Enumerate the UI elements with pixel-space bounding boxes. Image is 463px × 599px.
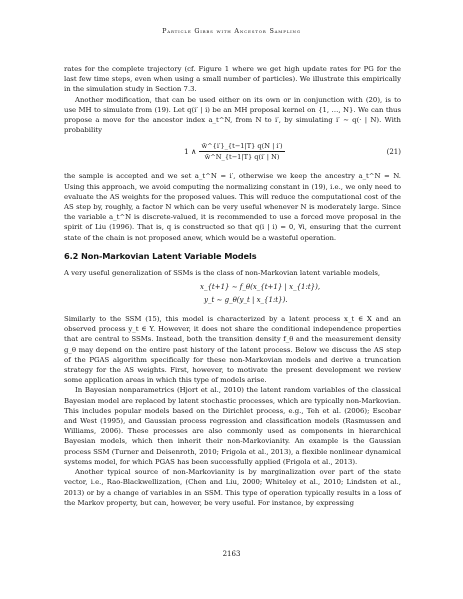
running-header: Particle Gibbs with Ancestor Sampling	[162, 27, 301, 35]
model-measurement-equation: y_t ∼ g_θ(y_t | x_{1:t}).	[204, 296, 288, 305]
equation-21-prefix: 1 ∧	[184, 147, 197, 157]
paragraph-continuation: rates for the complete trajectory (cf. Figure 1 where we get high update rates for PG for the last few time steps, even when using a small number of particles). We illustrate this empirically in the simulation study in Section 7.3.	[64, 65, 401, 94]
model-equations	[64, 281, 401, 311]
model-transition-equation: x_{t+1} ∼ f_θ(x_{t+1} | x_{1:t}),	[200, 283, 321, 292]
paragraph-mh-modification: Another modification, that can be used either on its own or in conjunction with (20), is to use MH to simulate from (19). Let q(i′ | i) be an MH proposal kernel on {1, …, N}. We can thus propose a move for the ancestor index a_t^N, from N to i′, by simulating i′ ∼ q(· | N). With probability	[64, 95, 401, 135]
paragraph-acceptance: the sample is accepted and we set a_t^N = i′, otherwise we keep the ancestry a_t^N = N. Using this approach, we avoid computing the normalizing constant in (19), i.e., we only need to evaluate the AS weights for the proposed values. This will reduce the computational cost of the AS step by, roughly, a factor N which can be very useful whenever N is moderately large. Since the variable a_t^N is discrete-valued, it is recommended to use a forced move proposal in the spirit of Liu (1996). That is, q is constructed so that q(i | i) = 0, ∀i, ensuring that the current state of the chain is not proposed anew, which would be a wasteful operation.	[64, 172, 401, 242]
equation-21-body	[184, 142, 285, 161]
body-column	[64, 64, 401, 508]
equation-21-fraction	[199, 142, 284, 161]
page-number: 2163	[222, 550, 241, 558]
paragraph-ssm-comparison: Similarly to the SSM (15), this model is characterized by a latent process x_t ∈ X and an observed process y_t ∈ Y. However, it does not share the conditional independence properties that are central to SSMs. Instead, both the transition density f_θ and the measurement density g_θ may depend on the entire past history of the latent process. Below we discuss the AS step of the PGAS algorithm specifically for these non-Markovian models and derive a truncation strategy for the AS weights. First, however, to motivate the present development we review some application areas in which this type of models arise.	[64, 315, 401, 385]
paragraph-marginalization: Another typical source of non-Markovianity is by marginalization over part of the state vector, i.e., Rao-Blackwellization, (Chen and Liu, 2000; Whiteley et al., 2010; Lindsten et al., 2013) or by a change of variables in an SSM. This type of operation typically results in a loss of the Markov property, but can, however, be very useful. For instance, by expressing	[64, 468, 401, 507]
section-heading: 6.2 Non-Markovian Latent Variable Models	[64, 250, 257, 261]
paragraph-bayesian-nonparametrics: In Bayesian nonparametrics (Hjort et al., 2010) the latent random variables of the classical Bayesian model are replaced by latent stochastic processes, which are typically non-Markovian. This includes popular models based on the Dirichlet process, e.g., Teh et al. (2006); Escobar and West (1995), and Gaussian process regression and classification models (Rasmussen and Williams, 2006). These processes are also commonly used as components in hierarchical Bayesian models, which then inherit their non-Markovianity. An example is the Gaussian process SSM (Turner and Deisenroth, 2010; Frigola et al., 2013), a flexible nonlinear dynamical systems model, for which PGAS has been successfully applied (Frigola et al., 2013).	[64, 386, 401, 466]
equation-21-numerator: w̃^{i′}_{t−1|T} q(N | i′)	[201, 142, 283, 151]
paragraph-generalization: A very useful generalization of SSMs is the class of non-Markovian latent variable models,	[64, 268, 381, 277]
equation-21-number: (21)	[386, 148, 401, 157]
equation-21-denominator: w̃^N_{t−1|T} q(i′ | N)	[204, 153, 280, 162]
equation-21	[64, 138, 401, 168]
